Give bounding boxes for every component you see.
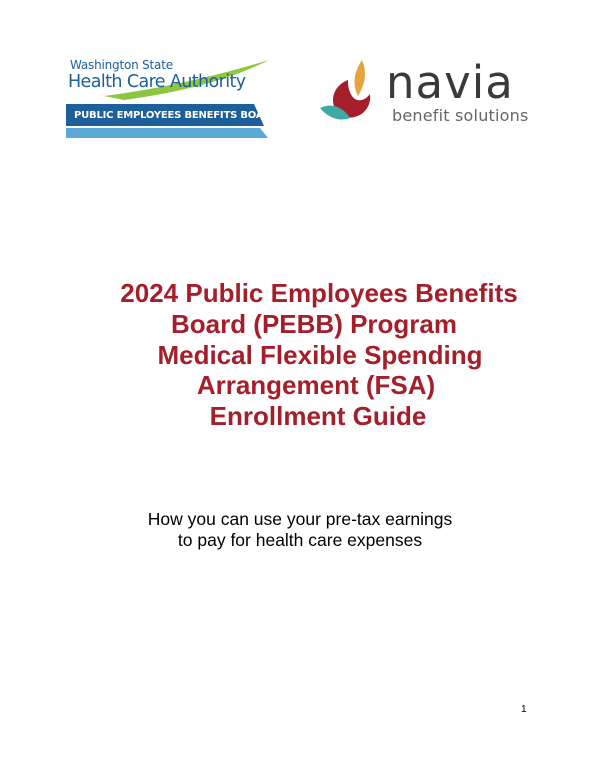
title-line-1: 2024 Public Employees Benefits	[120, 278, 518, 308]
hca-board-text: PUBLIC EMPLOYEES BENEFITS BOARD	[74, 110, 279, 121]
navia-tagline-text: benefit solutions	[392, 106, 529, 125]
document-subtitle	[0, 509, 600, 551]
subtitle-line-1: How you can use your pre-tax earnings	[147, 509, 453, 529]
navia-flame-icon	[318, 56, 388, 136]
title-line-3: Medical Flexible Spending	[157, 340, 483, 370]
hca-state-text: Washington State	[70, 58, 173, 72]
navia-logo	[318, 56, 538, 136]
title-line-2: Board (PEBB) Program	[170, 309, 458, 339]
subtitle-line-2: to pay for health care expenses	[177, 530, 423, 550]
navia-name-text: navia	[386, 56, 514, 109]
hca-agency-text: Health Care Authority	[68, 72, 246, 92]
page-number: 1	[521, 704, 527, 715]
hca-logo	[64, 52, 279, 142]
title-line-5: Enrollment Guide	[209, 401, 427, 431]
title-line-4: Arrangement (FSA)	[196, 370, 436, 400]
